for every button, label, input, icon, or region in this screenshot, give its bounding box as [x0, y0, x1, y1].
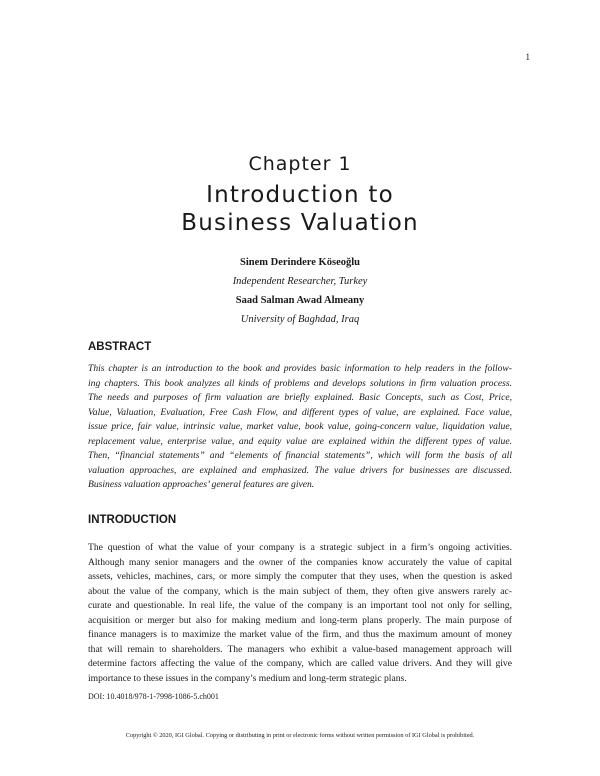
abstract-line: Business valuation approaches’ general features are given. — [88, 479, 315, 490]
introduction-line: about the value of the company, which is the main subject of them, they often give answers rarely ac- — [88, 585, 512, 597]
chapter-title-line-1: Introduction to — [206, 182, 394, 208]
author-name: Sinem Derindere Köseoğlu — [240, 257, 360, 268]
chapter-title — [0, 181, 600, 237]
introduction-line: that will remain to shareholders. The managers who exhibit a value-based management approach will — [88, 643, 512, 655]
author-affiliation: Independent Researcher, Turkey — [232, 276, 368, 287]
abstract-heading: ABSTRACT — [88, 341, 152, 353]
abstract-line: This chapter is an introduction to the book and provides basic information to help readers in the follow- — [88, 363, 512, 374]
introduction-text — [88, 541, 512, 686]
author-name: Saad Salman Awad Almeany — [235, 295, 365, 306]
abstract-line: valuation approaches, are explained and emphasized. The value drivers for businesses are discussed. — [88, 464, 512, 476]
introduction-line: importance to these issues in the company’s medium and long-term strategic plans. — [88, 672, 407, 684]
introduction-line: assets, vehicles, machines, cars, or more simply the computer that they uses, when the question is asked — [88, 571, 512, 582]
page-number: 1 — [525, 52, 530, 62]
doi: DOI: 10.4018/978-1-7998-1086-5.ch001 — [88, 692, 219, 701]
abstract-line: Then, “financial statements” and “elements of financial statements”, which will form the basis of all — [88, 450, 512, 461]
abstract-line: replacement value, enterprise value, and equity value are explained within the different types of value. — [88, 435, 512, 447]
introduction-line: curate and questionable. In real life, the value of the company is an important tool not only for selling, — [88, 600, 512, 611]
abstract-line: Value, Valuation, Evaluation, Free Cash Flow, and different types of value, are explained. Face value, — [88, 406, 512, 418]
author-affiliation: University of Baghdad, Iraq — [240, 314, 360, 325]
author-block-2 — [0, 294, 600, 327]
introduction-heading: INTRODUCTION — [88, 514, 177, 526]
introduction-line: Although many senior managers and the owner of the companies know accurately the value of capital — [88, 556, 512, 568]
introduction-line: finance managers is to maximize the market value of the firm, and thus the maximum amount of money — [88, 629, 512, 640]
introduction-line: acquisition or merger but also for making medium and long-term plans properly. The main purpose of — [88, 614, 512, 626]
copyright-notice: Copyright © 2020, IGI Global. Copying or distributing in print or electronic forms without written permission of IGI Global is prohibited. — [125, 732, 475, 739]
introduction-line: The question of what the value of your company is a strategic subject in a firm’s ongoing activities. — [88, 542, 512, 553]
abstract-line: The needs and purposes of firm valuation are briefly explained. Basic Concepts, such as Cost, Price, — [88, 392, 512, 403]
chapter-label: Chapter 1 — [248, 153, 352, 175]
abstract-text — [88, 362, 512, 493]
abstract-line: ing chapters. This book analyzes all kinds of problems and develops solutions in firm valuation process. — [88, 377, 512, 389]
author-block-1 — [0, 256, 600, 289]
chapter-title-line-2: Business Valuation — [181, 210, 419, 236]
abstract-line: issue price, fair value, intrinsic value, market value, book value, going-concern value, liquidation value, — [88, 421, 512, 432]
introduction-line: determine factors affecting the value of the company, which are called value drivers. And they will give — [88, 658, 512, 669]
